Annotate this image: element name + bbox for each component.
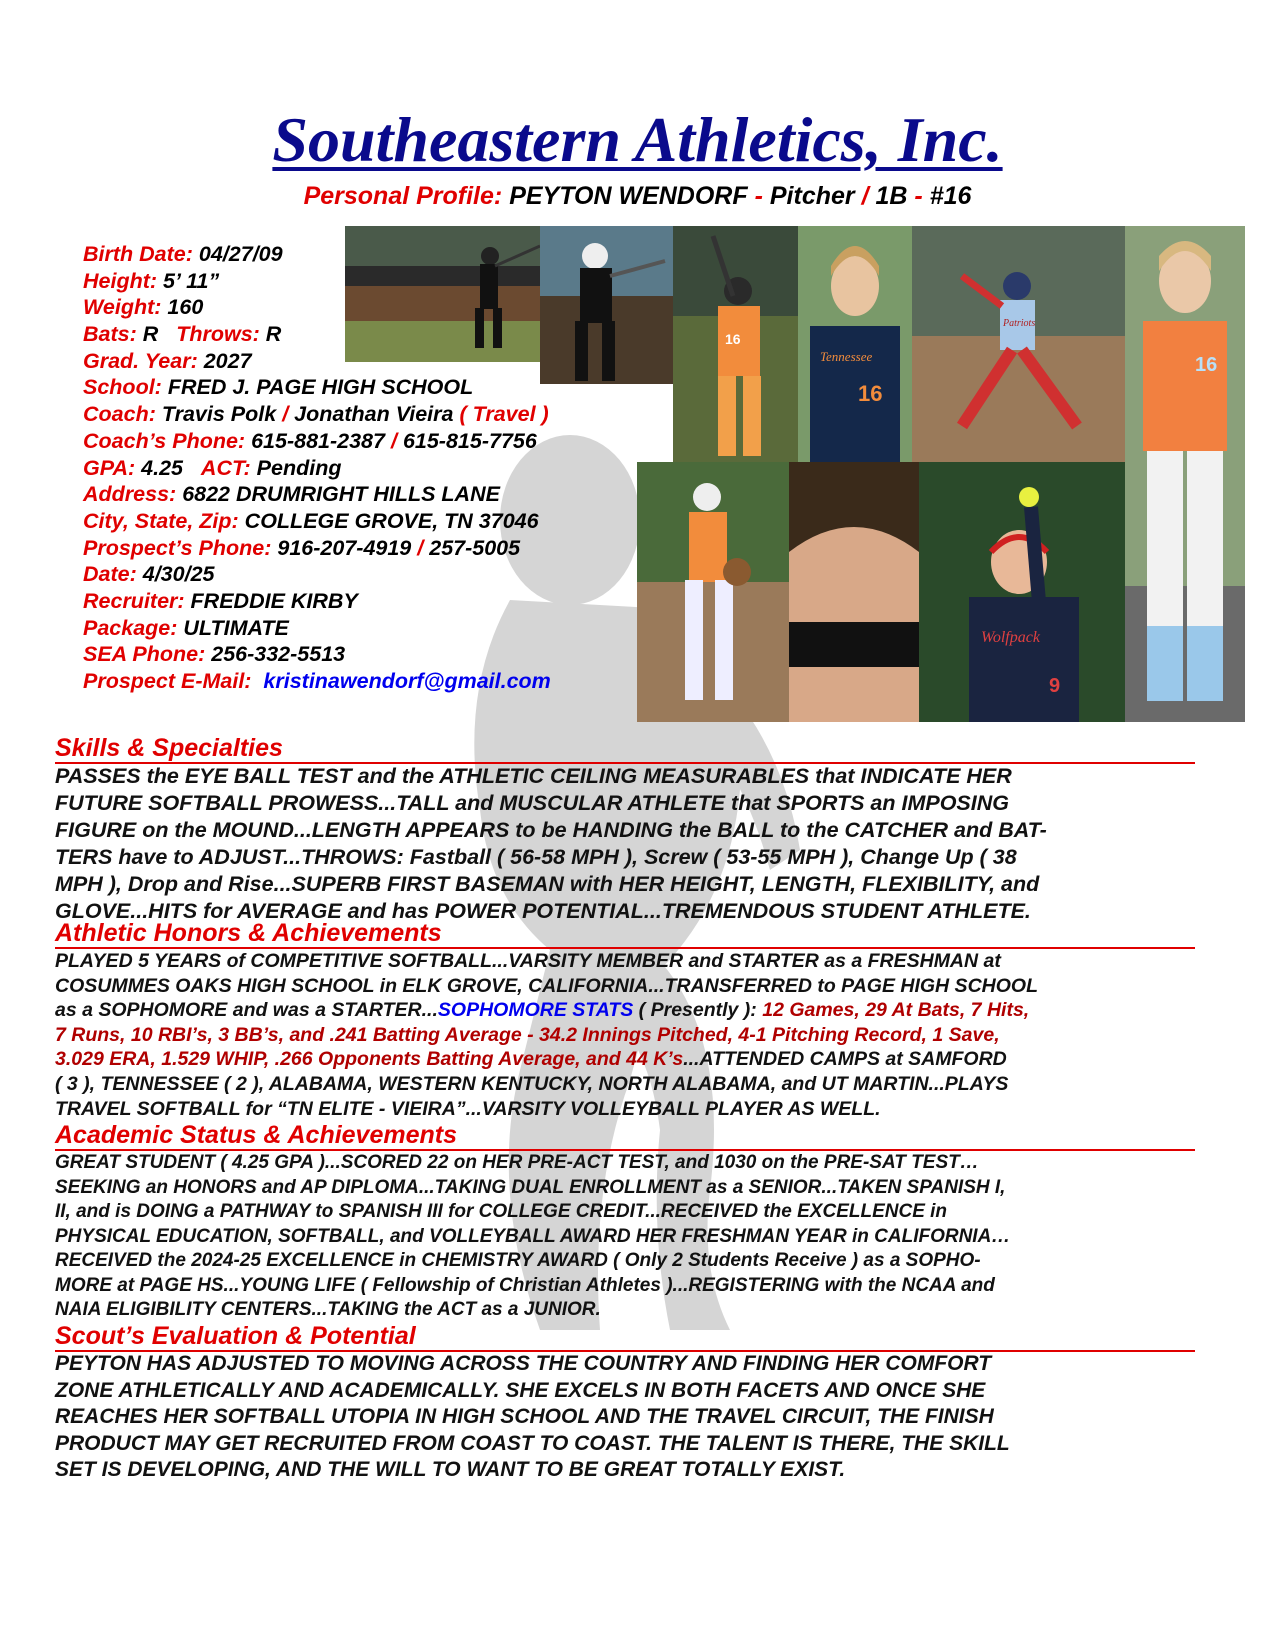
photo-back-shoulders (789, 462, 919, 722)
position-primary: Pitcher (769, 182, 855, 210)
athletic-body: PLAYED 5 YEARS of COMPETITIVE SOFTBALL...VARSITY MEMBER and STARTER as a FRESHMAN at COSUMMES OAKS HIGH SCHOOL in ELK GROVE, CALIFORNIA...TRANSFERRED to PAGE HIGH SCHOOL as a SOPHOMORE and was a STARTER...SOPHOMORE STATS ( Presently ): 12 Games, 29 At Bats, 7 Hits, 7 Runs, 10 RBI’s, 3 BB’s, and .241 Batting Average - 34.2 Innings Pitched, 4-1 Pitching Record, 1 Save, 3.029 ERA, 1.529 WHIP, .266 Opponents Batting Average, and 44 K’s...ATTENDED CAMPS at SAMFORD ( 3 ), TENNESSEE ( 2 ), ALABAMA, WESTERN KENTUCKY, NORTH ALABAMA, and UT MARTIN...PLAYS TRAVEL SOFTBALL for “TN ELITE - VIEIRA”...VARSITY VOLLEYBALL PLAYER AS WELL. (55, 950, 1038, 1120)
jersey-number-label: 16 (725, 331, 741, 347)
info-coach-phone: Coach’s Phone: 615-881-2387 / 615-815-7756 (83, 428, 537, 453)
photo-portrait-navy (798, 226, 912, 462)
photo-batting-orange (673, 226, 798, 462)
info-weight: Weight: 160 (83, 295, 204, 320)
info-recruiter: Recruiter: FREDDIE KIRBY (83, 588, 358, 613)
athletic-heading: Athletic Honors & Achievements (55, 920, 1195, 949)
position-secondary: 1B (875, 182, 908, 210)
separator: / (861, 182, 869, 210)
jersey-number-label: 16 (1195, 354, 1218, 376)
profile-label: Personal Profile: (303, 182, 503, 210)
info-date: Date: 4/30/25 (83, 562, 215, 587)
academic-body: GREAT STUDENT ( 4.25 GPA )...SCORED 22 on HER PRE-ACT TEST, and 1030 on the PRE-SAT TEST… SEEKING an HONORS and AP DIPLOMA...TAKING DUAL ENROLLMENT as a SENIOR...TAKEN SPANISH I, II, and is DOING a PATHWAY to SPANISH III for COLLEGE CREDIT...RECEIVED the EXCELLENCE in PHYSICAL EDUCATION, SOFTBALL, and VOLLEYBALL AWARD HER FRESHMAN YEAR in CALIFORNIA… RECEIVED the 2024-25 EXCELLENCE in CHEMISTRY AWARD ( Only 2 Students Receive ) as a SOPHO- MORE at PAGE HS...YOUNG LIFE ( Fellowship of Christian Athletes )...REGISTERING with the NCAA and NAIA ELIGIBILITY CENTERS...TAKING the ACT as a JUNIOR. (55, 1152, 1011, 1320)
separator: - (914, 182, 923, 210)
photo-pitching-wolfpack (919, 462, 1125, 722)
info-birth-date: Birth Date: 04/27/09 (83, 242, 283, 266)
info-package: Package: ULTIMATE (83, 615, 289, 640)
info-email: Prospect E-Mail: kristinawendorf@gmail.com (83, 669, 551, 693)
player-name: PEYTON WENDORF (509, 182, 748, 210)
photo-batting-2 (540, 226, 673, 384)
photo-ready-stance (637, 462, 789, 722)
info-address: Address: 6822 DRUMRIGHT HILLS LANE (83, 482, 500, 507)
jersey-number: #16 (929, 182, 972, 210)
wolfpack-number-label: 9 (1049, 675, 1061, 697)
info-city-state-zip: City, State, Zip: COLLEGE GROVE, TN 37046 (83, 508, 539, 533)
jersey-number-label: 16 (858, 381, 883, 406)
info-prospect-phone: Prospect’s Phone: 916-207-4919 / 257-5005 (83, 535, 521, 560)
photo-batting-1 (345, 226, 540, 362)
separator: - (754, 182, 763, 210)
photo-pitching-patriots (912, 226, 1125, 462)
academic-heading: Academic Status & Achievements (55, 1122, 1195, 1151)
profile-subtitle (0, 184, 1275, 209)
info-school: School: FRED J. PAGE HIGH SCHOOL (83, 375, 474, 400)
photo-portrait-orange (1125, 226, 1245, 722)
skills-body: PASSES the EYE BALL TEST and the ATHLETIC CEILING MEASURABLES that INDICATE HER FUTURE SOFTBALL PROWESS...TALL and MUSCULAR ATHLETE that SPORTS an IMPOSING FIGURE on the MOUND...LENGTH APPEARS to be HANDING the BALL to the CATCHER and BAT- TERS have to ADJUST...THROWS: Fastball ( 56-58 MPH ), Screw ( 53-55 MPH ), Change Up ( 38 MPH ), Drop and Rise...SUPERB FIRST BASEMAN with HER HEIGHT, LENGTH, FLEXIBILITY, and GLOVE...HITS for AVERAGE and has POWER POTENTIAL...TREMENDOUS STUDENT ATHLETE. (55, 764, 1047, 923)
skills-heading: Skills & Specialties (55, 735, 1195, 764)
team-wolfpack-label: Wolfpack (981, 629, 1040, 646)
email-link[interactable]: kristinawendorf@gmail.com (263, 669, 551, 693)
company-title: Southeastern Athletics, Inc. (272, 104, 1003, 175)
team-patriots-label: Patriots (1003, 318, 1036, 329)
info-bats-throws: Bats: R Throws: R (83, 322, 282, 347)
scout-heading: Scout’s Evaluation & Potential (55, 1323, 1195, 1352)
info-grad-year: Grad. Year: 2027 (83, 348, 252, 373)
info-coach: Coach: Travis Polk / Jonathan Vieira ( Travel ) (83, 402, 549, 427)
info-height: Height: 5’ 11” (83, 268, 220, 293)
info-sea-phone: SEA Phone: 256-332-5513 (83, 642, 346, 667)
scout-body: PEYTON HAS ADJUSTED TO MOVING ACROSS THE COUNTRY AND FINDING HER COMFORT ZONE ATHLETICALLY AND ACADEMICALLY. SHE EXCELS IN BOTH FACETS AND ONCE SHE REACHES HER SOFTBALL UTOPIA IN HIGH SCHOOL AND THE TRAVEL CIRCUIT, THE FINISH PRODUCT MAY GET RECRUITED FROM COAST TO COAST. THE TALENT IS THERE, THE SKILL SET IS DEVELOPING, AND THE WILL TO WANT TO BE GREAT TOTALLY EXIST. (55, 1352, 1010, 1482)
info-gpa-act: GPA: 4.25 ACT: Pending (83, 455, 342, 480)
team-tennessee-label: Tennessee (820, 349, 873, 364)
